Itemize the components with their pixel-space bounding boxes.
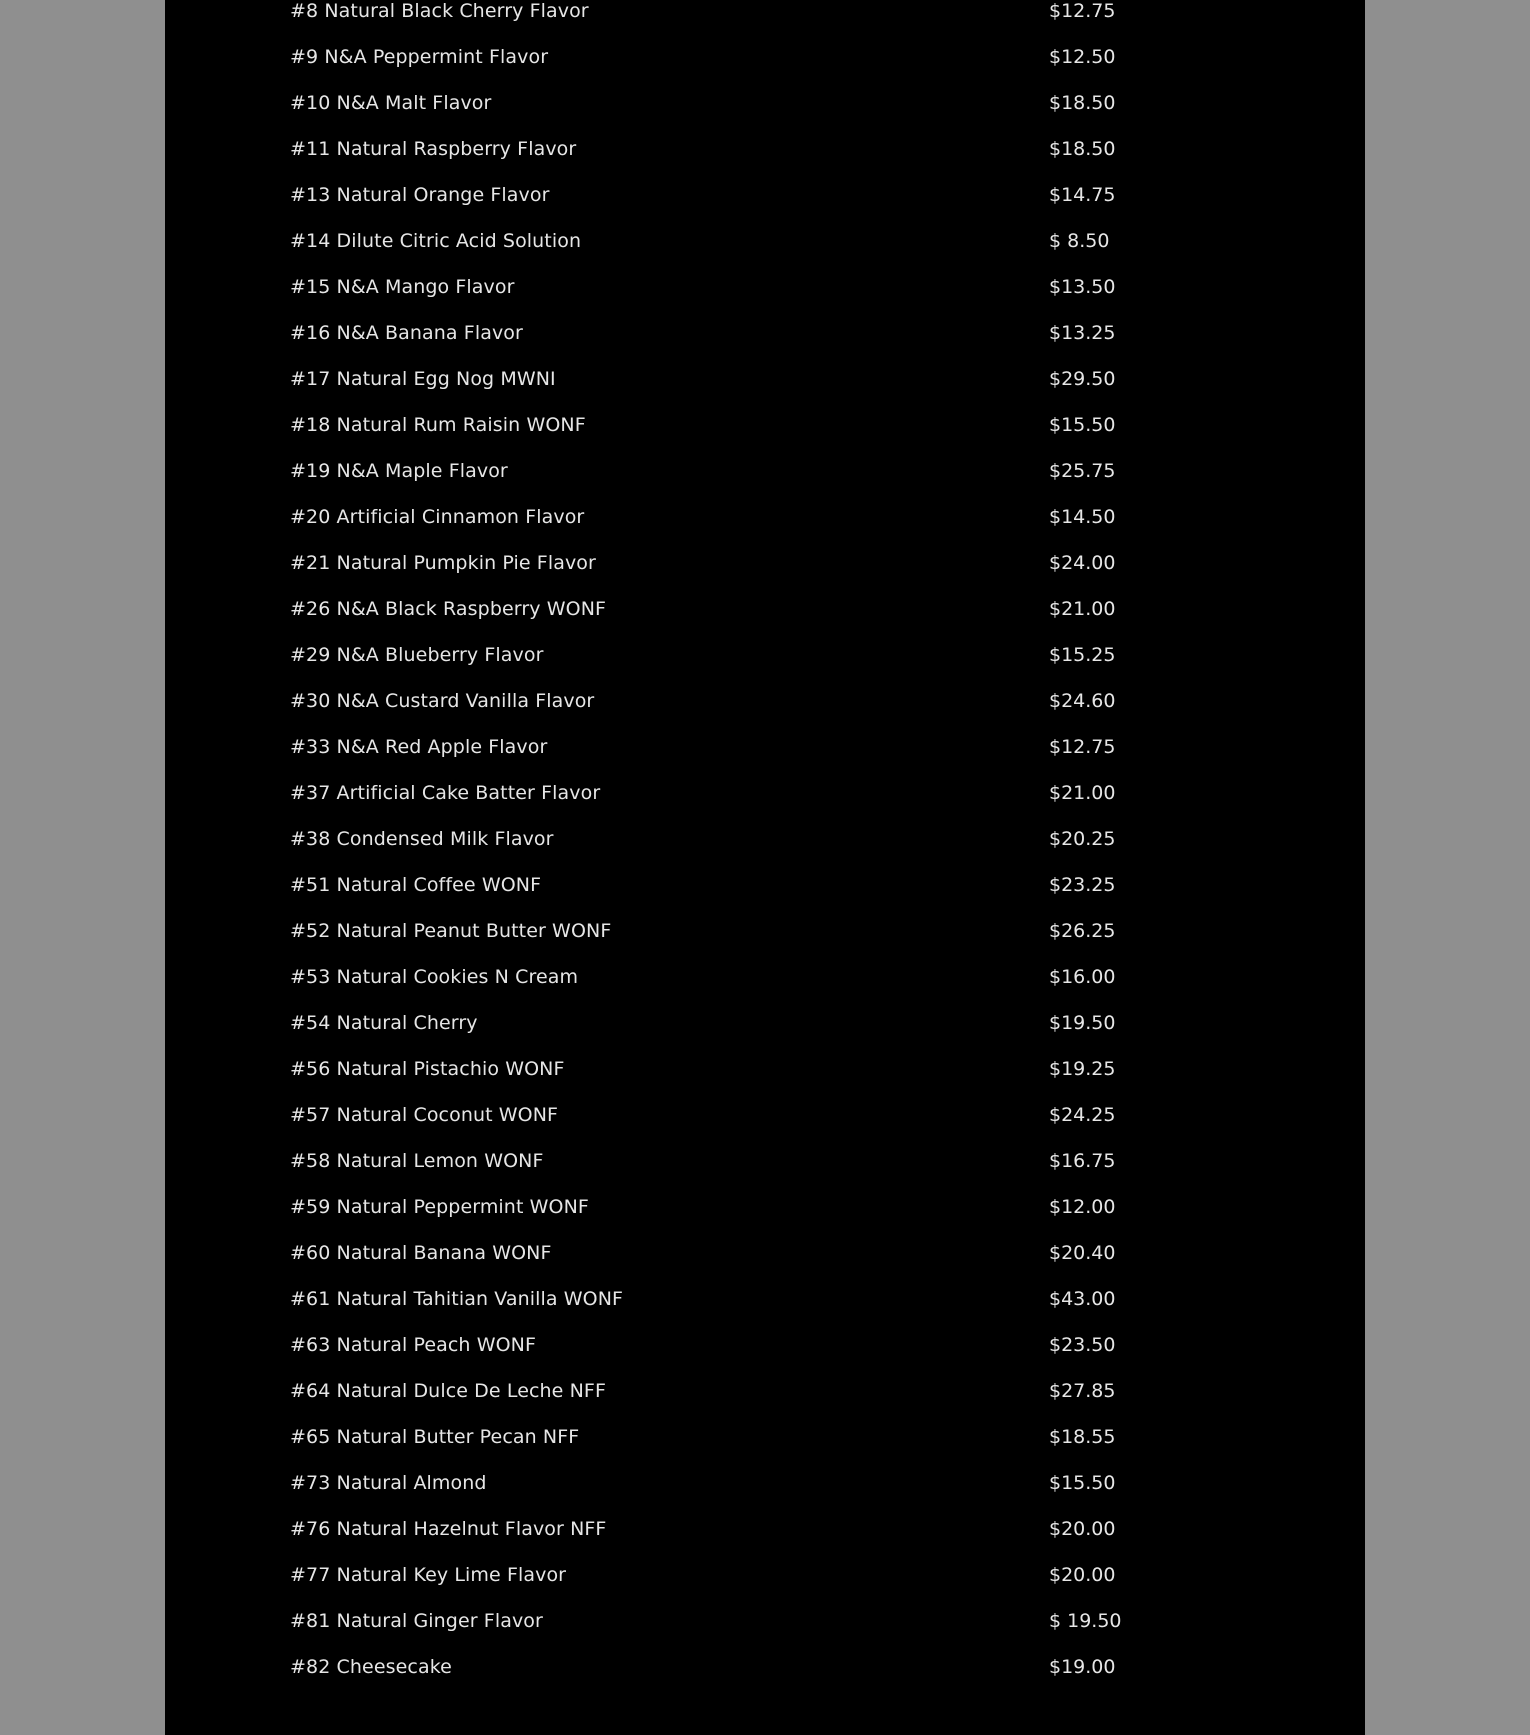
price-list-row <box>290 402 1290 448</box>
price-list-row <box>290 540 1290 586</box>
flavor-price: $43.00 <box>1049 1288 1116 1310</box>
flavor-price: $15.50 <box>1049 414 1116 436</box>
price-list-row <box>290 264 1290 310</box>
page-content-panel <box>165 0 1365 1735</box>
flavor-price: $20.00 <box>1049 1564 1116 1586</box>
price-list-row <box>290 678 1290 724</box>
price-list-row <box>290 1506 1290 1552</box>
price-list-row <box>290 632 1290 678</box>
flavor-name: #63 Natural Peach WONF <box>290 1334 536 1356</box>
flavor-name: #81 Natural Ginger Flavor <box>290 1610 543 1632</box>
flavor-name: #18 Natural Rum Raisin WONF <box>290 414 586 436</box>
price-list-row <box>290 908 1290 954</box>
flavor-price: $16.75 <box>1049 1150 1116 1172</box>
flavor-price: $12.00 <box>1049 1196 1116 1218</box>
price-list-row <box>290 172 1290 218</box>
flavor-name: #76 Natural Hazelnut Flavor NFF <box>290 1518 607 1540</box>
flavor-name: #9 N&A Peppermint Flavor <box>290 46 549 68</box>
price-list-row <box>290 1184 1290 1230</box>
price-list-row <box>290 816 1290 862</box>
price-list-row <box>290 1414 1290 1460</box>
price-list-row <box>290 1322 1290 1368</box>
flavor-price: $ 19.50 <box>1049 1610 1122 1632</box>
flavor-name: #20 Artificial Cinnamon Flavor <box>290 506 585 528</box>
flavor-price: $29.50 <box>1049 368 1116 390</box>
price-list-row <box>290 1230 1290 1276</box>
flavor-name: #64 Natural Dulce De Leche NFF <box>290 1380 606 1402</box>
flavor-name: #37 Artificial Cake Batter Flavor <box>290 782 601 804</box>
flavor-price: $19.00 <box>1049 1656 1116 1678</box>
flavor-price: $27.85 <box>1049 1380 1116 1402</box>
flavor-price: $ 8.50 <box>1049 230 1110 252</box>
price-list-row <box>290 1552 1290 1598</box>
flavor-price: $18.50 <box>1049 92 1116 114</box>
flavor-price: $24.25 <box>1049 1104 1116 1126</box>
flavor-price: $21.00 <box>1049 782 1116 804</box>
flavor-name: #59 Natural Peppermint WONF <box>290 1196 589 1218</box>
flavor-price: $13.25 <box>1049 322 1116 344</box>
flavor-name: #30 N&A Custard Vanilla Flavor <box>290 690 595 712</box>
flavor-name: #58 Natural Lemon WONF <box>290 1150 544 1172</box>
flavor-price: $15.25 <box>1049 644 1116 666</box>
flavor-name: #26 N&A Black Raspberry WONF <box>290 598 607 620</box>
price-list-row <box>290 80 1290 126</box>
price-list-row <box>290 1046 1290 1092</box>
price-list-row <box>290 218 1290 264</box>
flavor-name: #52 Natural Peanut Butter WONF <box>290 920 612 942</box>
flavor-name: #11 Natural Raspberry Flavor <box>290 138 577 160</box>
flavor-price: $12.75 <box>1049 736 1116 758</box>
price-list-row <box>290 34 1290 80</box>
flavor-name: #19 N&A Maple Flavor <box>290 460 508 482</box>
price-list-row <box>290 126 1290 172</box>
price-list-row <box>290 954 1290 1000</box>
price-list-row <box>290 310 1290 356</box>
flavor-name: #73 Natural Almond <box>290 1472 487 1494</box>
flavor-name: #65 Natural Butter Pecan NFF <box>290 1426 580 1448</box>
price-list-row <box>290 1644 1290 1690</box>
flavor-name: #60 Natural Banana WONF <box>290 1242 552 1264</box>
flavor-name: #38 Condensed Milk Flavor <box>290 828 554 850</box>
flavor-price: $19.25 <box>1049 1058 1116 1080</box>
price-list-row <box>290 1276 1290 1322</box>
price-list-row <box>290 1460 1290 1506</box>
flavor-name: #61 Natural Tahitian Vanilla WONF <box>290 1288 624 1310</box>
flavor-price: $20.00 <box>1049 1518 1116 1540</box>
price-list-row <box>290 448 1290 494</box>
price-list-row <box>290 1000 1290 1046</box>
price-list-row <box>290 586 1290 632</box>
price-list-row <box>290 0 1290 34</box>
flavor-price: $12.75 <box>1049 0 1116 22</box>
price-list-row <box>290 1138 1290 1184</box>
flavor-name: #14 Dilute Citric Acid Solution <box>290 230 582 252</box>
flavor-name: #33 N&A Red Apple Flavor <box>290 736 548 758</box>
flavor-price: $23.25 <box>1049 874 1116 896</box>
flavor-price: $15.50 <box>1049 1472 1116 1494</box>
flavor-name: #17 Natural Egg Nog MWNI <box>290 368 556 390</box>
price-list-row <box>290 1368 1290 1414</box>
flavor-price: $14.50 <box>1049 506 1116 528</box>
flavor-price: $20.40 <box>1049 1242 1116 1264</box>
flavor-name: #51 Natural Coffee WONF <box>290 874 542 896</box>
price-list-row <box>290 770 1290 816</box>
flavor-name: #82 Cheesecake <box>290 1656 452 1678</box>
flavor-price: $24.60 <box>1049 690 1116 712</box>
flavor-price: $20.25 <box>1049 828 1116 850</box>
price-list-row <box>290 356 1290 402</box>
price-list-row <box>290 1598 1290 1644</box>
price-list-row <box>290 724 1290 770</box>
price-list-row <box>290 494 1290 540</box>
flavor-price: $25.75 <box>1049 460 1116 482</box>
flavor-price: $21.00 <box>1049 598 1116 620</box>
flavor-name: #77 Natural Key Lime Flavor <box>290 1564 567 1586</box>
flavor-name: #53 Natural Cookies N Cream <box>290 966 579 988</box>
flavor-name: #21 Natural Pumpkin Pie Flavor <box>290 552 596 574</box>
flavor-price-list <box>290 0 1290 1690</box>
flavor-name: #57 Natural Coconut WONF <box>290 1104 559 1126</box>
flavor-name: #8 Natural Black Cherry Flavor <box>290 0 589 22</box>
price-list-row <box>290 1092 1290 1138</box>
flavor-price: $23.50 <box>1049 1334 1116 1356</box>
flavor-name: #13 Natural Orange Flavor <box>290 184 550 206</box>
flavor-name: #10 N&A Malt Flavor <box>290 92 492 114</box>
flavor-name: #16 N&A Banana Flavor <box>290 322 523 344</box>
flavor-price: $16.00 <box>1049 966 1116 988</box>
flavor-price: $24.00 <box>1049 552 1116 574</box>
price-list-row <box>290 862 1290 908</box>
flavor-price: $18.50 <box>1049 138 1116 160</box>
flavor-price: $19.50 <box>1049 1012 1116 1034</box>
flavor-price: $13.50 <box>1049 276 1116 298</box>
flavor-name: #56 Natural Pistachio WONF <box>290 1058 565 1080</box>
flavor-name: #54 Natural Cherry <box>290 1012 478 1034</box>
flavor-price: $14.75 <box>1049 184 1116 206</box>
flavor-price: $12.50 <box>1049 46 1116 68</box>
flavor-name: #29 N&A Blueberry Flavor <box>290 644 544 666</box>
flavor-price: $26.25 <box>1049 920 1116 942</box>
flavor-name: #15 N&A Mango Flavor <box>290 276 515 298</box>
flavor-price: $18.55 <box>1049 1426 1116 1448</box>
